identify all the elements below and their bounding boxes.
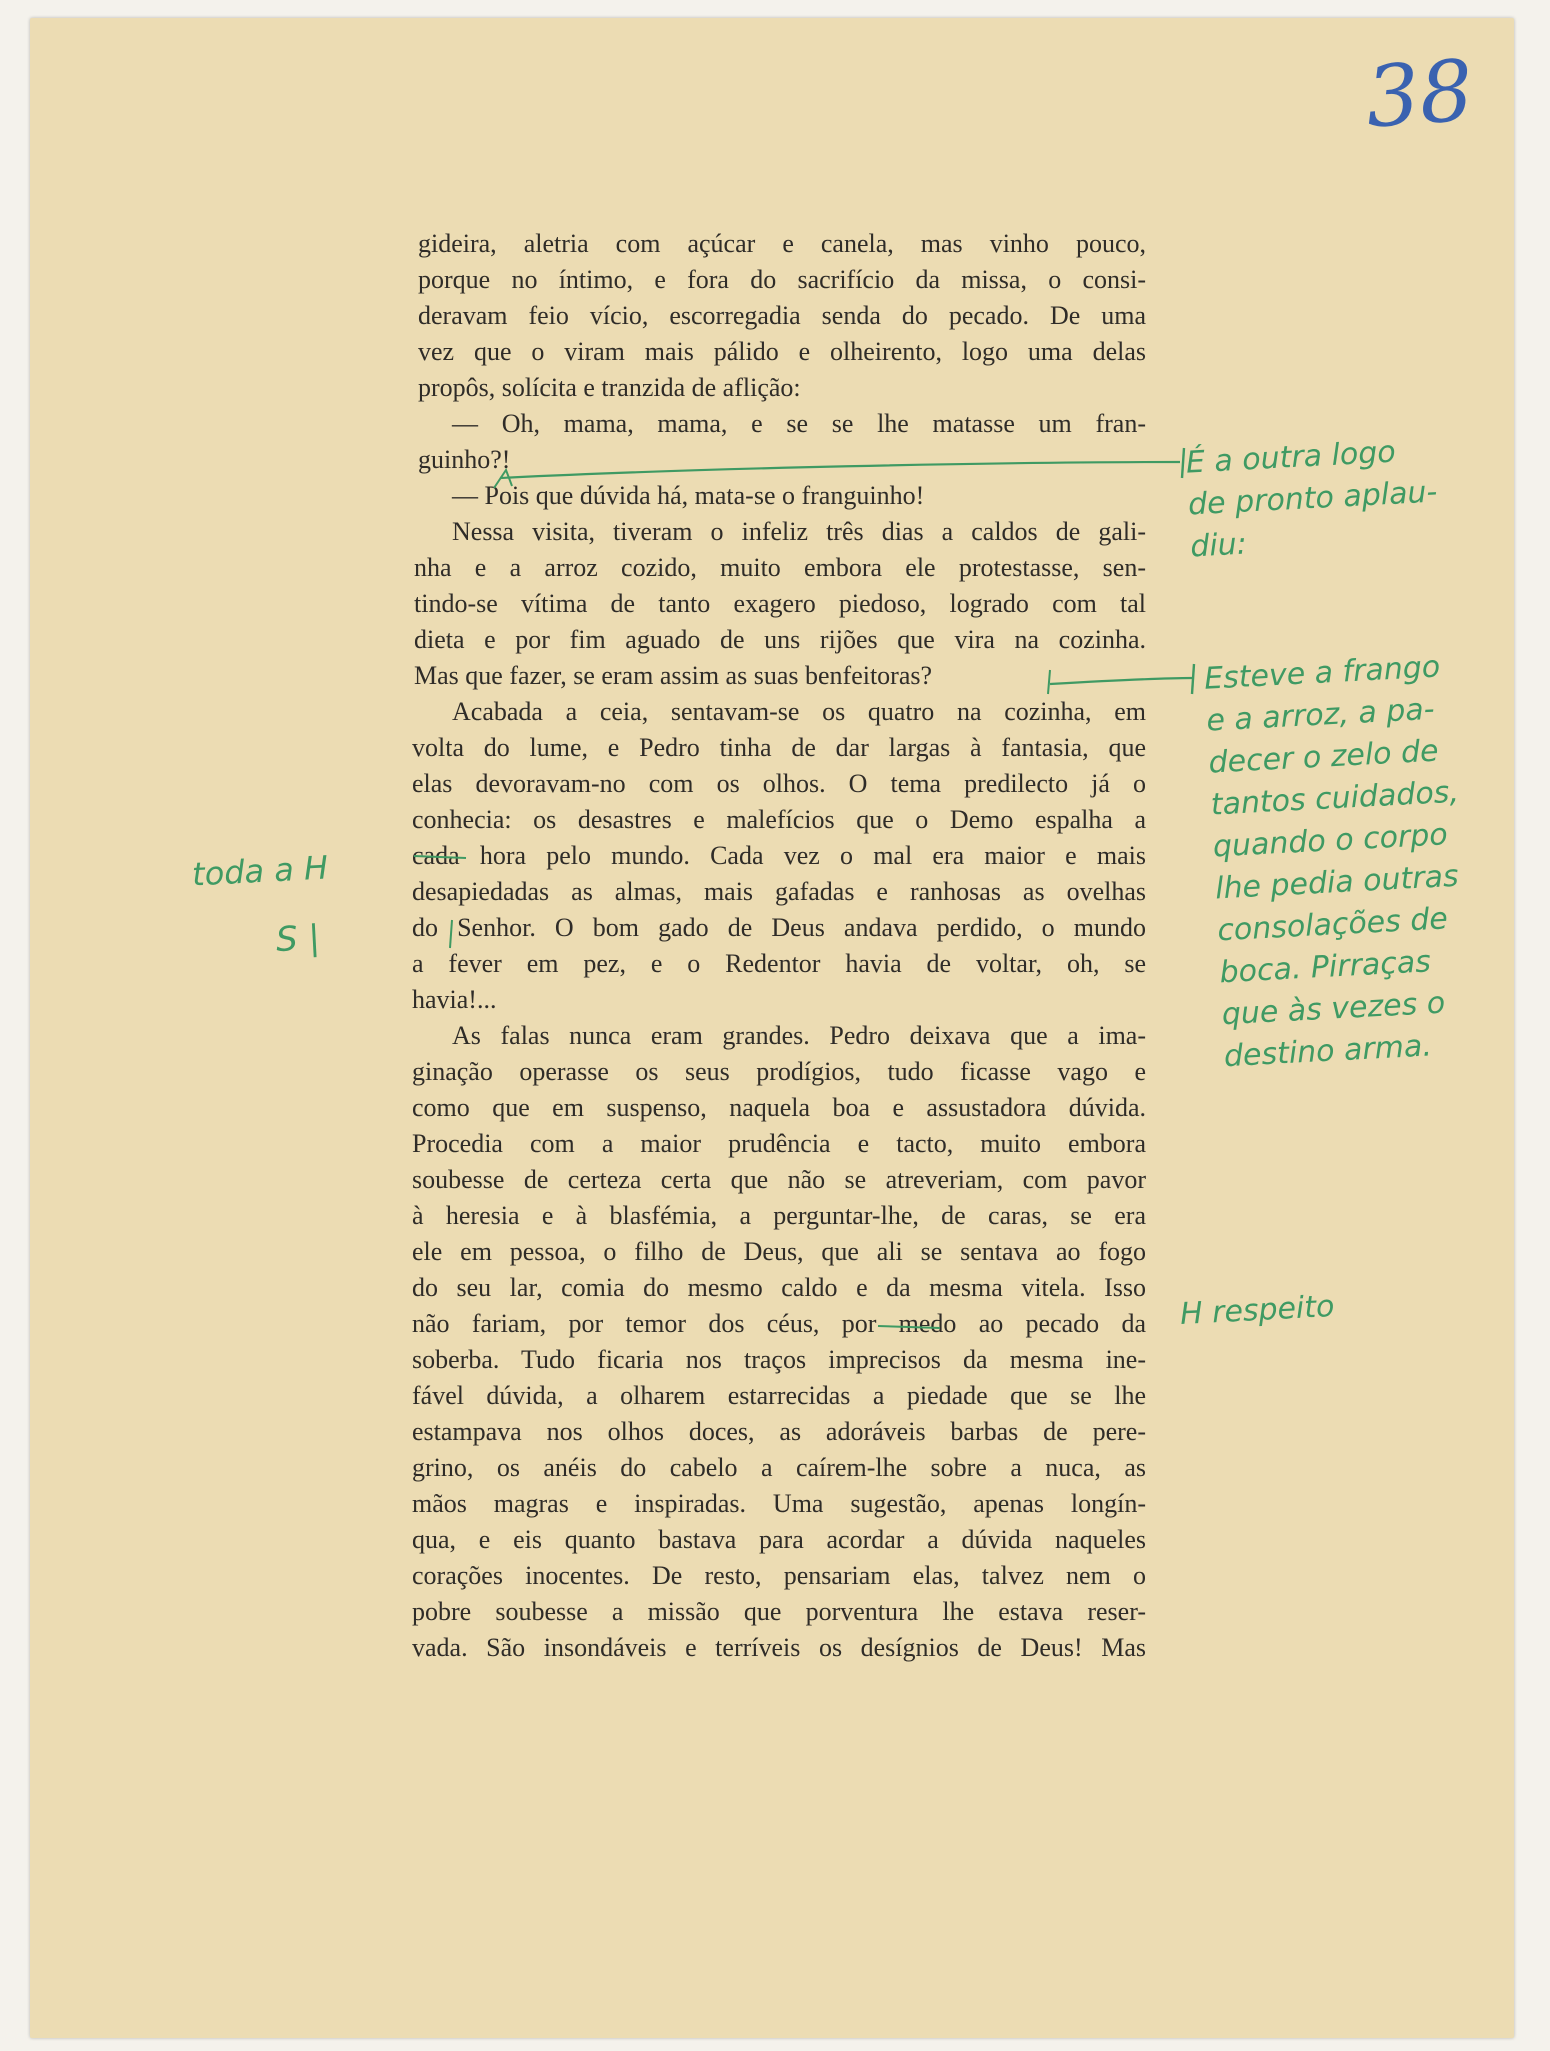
- text-line: corações inocentes. De resto, pensariam elas, talvez nem o: [412, 1561, 1146, 1590]
- text-line: deravam feio vício, escorregadia senda do pecado. De uma: [418, 301, 1146, 330]
- note-line: e a arroz, a pa-: [1205, 691, 1436, 739]
- text-line: a fever em pez, e o Redentor havia de voltar, oh, se: [412, 949, 1146, 978]
- insertion-caret-1: [494, 470, 512, 488]
- page-number: 38: [1362, 41, 1477, 147]
- margin-note-right-3: H respeito: [1179, 1288, 1336, 1333]
- text-line: dieta e por fim aguado de uns rijões que vira na cozinha.: [414, 625, 1146, 654]
- text-line: tindo-se vítima de tanto exagero piedoso, logrado com tal: [414, 589, 1146, 618]
- text-line: vez que o viram mais pálido e olheirento, logo uma delas: [418, 337, 1146, 366]
- text-line: vada. São insondáveis e terríveis os desígnios de Deus! Mas: [412, 1633, 1146, 1662]
- text-line: à heresia e à blasfémia, a perguntar-lhe, de caras, se era: [412, 1201, 1146, 1230]
- text-line: não fariam, por temor dos céus, por medo ao pecado da: [412, 1309, 1146, 1338]
- text-line: gideira, aletria com açúcar e canela, mas vinho pouco,: [418, 229, 1146, 258]
- text-line: propôs, solícita e tranzida de aflição:: [418, 373, 801, 402]
- text-line: nha e a arroz cozido, muito embora ele protestasse, sen-: [414, 553, 1146, 582]
- note-line: boca. Pirraças: [1218, 944, 1432, 991]
- margin-note-left-2: S |: [274, 917, 321, 961]
- text-line: pobre soubesse a missão que porventura lhe estava reser-: [412, 1597, 1146, 1626]
- text-line: Mas que fazer, se eram assim as suas benfeitoras?: [414, 661, 933, 690]
- insertion-caret-2: [1048, 670, 1050, 694]
- text-line: cada hora pelo mundo. Cada vez o mal era maior e mais: [412, 841, 1146, 870]
- text-line: porque no íntimo, e fora do sacrifício da missa, o consi-: [418, 265, 1146, 294]
- bracket-2: [1192, 664, 1194, 694]
- strike-cada: [414, 856, 466, 858]
- text-line: grino, os anéis do cabelo a caírem-lhe sobre a nuca, as: [412, 1453, 1146, 1482]
- note-line: É a outra logo: [1185, 434, 1397, 481]
- note-line: quando o corpo: [1212, 817, 1449, 865]
- text-line: Nessa visita, tiveram o infeliz três dias a caldos de gali-: [452, 517, 1146, 546]
- text-line: como que em suspenso, naquela boa e assustadora dúvida.: [412, 1093, 1146, 1122]
- text-line: volta do lume, e Pedro tinha de dar largas à fantasia, que: [412, 733, 1146, 762]
- note-line: lhe pedia outras: [1214, 858, 1460, 907]
- note-line: que às vezes o: [1220, 985, 1446, 1033]
- text-line: havia!...: [412, 985, 497, 1014]
- text-line: do seu lar, comia do mesmo caldo e da mesma vitela. Isso: [412, 1273, 1146, 1302]
- text-line: do Senhor. O bom gado de Deus andava perdido, o mundo: [412, 913, 1146, 942]
- note-line: diu:: [1189, 526, 1248, 565]
- text-line: — Oh, mama, mama, e se se lhe matasse um fran-: [452, 409, 1146, 438]
- note-line: tantos cuidados,: [1209, 774, 1460, 823]
- text-line: fável dúvida, a olharem estarrecidas a piedade que se lhe: [412, 1381, 1146, 1410]
- note-line: de pronto aplau-: [1187, 474, 1439, 523]
- text-line: — Pois que dúvida há, mata-se o franguinho!: [452, 481, 925, 510]
- text-line: As falas nunca eram grandes. Pedro deixava que a ima-: [452, 1021, 1146, 1050]
- text-line: estampava nos olhos doces, as adoráveis barbas de pere-: [412, 1417, 1146, 1446]
- insertion-line-1: [500, 462, 1180, 478]
- text-line: Procedia com a maior prudência e tacto, muito embora: [412, 1129, 1146, 1158]
- text-line: ginação operasse os seus prodígios, tudo ficasse vago e: [412, 1057, 1146, 1086]
- note-line: consolações de: [1216, 901, 1449, 949]
- text-line: conhecia: os desastres e malefícios que o Demo espalha a: [412, 805, 1146, 834]
- mark-senhor: [450, 920, 452, 948]
- note-line: Esteve a frango: [1203, 649, 1442, 697]
- text-line: soubesse de certeza certa que não se atreveriam, com pavor: [412, 1165, 1146, 1194]
- insertion-line-2: [1050, 678, 1192, 684]
- text-line: Acabada a ceia, sentavam-se os quatro na cozinha, em: [452, 697, 1146, 726]
- text-line: desapiedadas as almas, mais gafadas e ranhosas as ovelhas: [412, 877, 1146, 906]
- margin-note-left-1: toda a H: [191, 848, 329, 894]
- text-line: qua, e eis quanto bastava para acordar a dúvida naqueles: [412, 1525, 1146, 1554]
- strike-medo: [878, 1326, 940, 1328]
- bracket-1: [1182, 448, 1184, 478]
- text-line: mãos magras e inspiradas. Uma sugestão, apenas longín-: [412, 1489, 1146, 1518]
- note-line: decer o zelo de: [1207, 733, 1440, 781]
- text-line: elas devoravam-no com os olhos. O tema predilecto já o: [412, 769, 1146, 798]
- text-line: ele em pessoa, o filho de Deus, que ali se sentava ao fogo: [412, 1237, 1146, 1266]
- text-line: guinho?!: [418, 445, 511, 474]
- note-line: destino arma.: [1223, 1028, 1433, 1075]
- text-line: soberba. Tudo ficaria nos traços imprecisos da mesma ine-: [412, 1345, 1146, 1374]
